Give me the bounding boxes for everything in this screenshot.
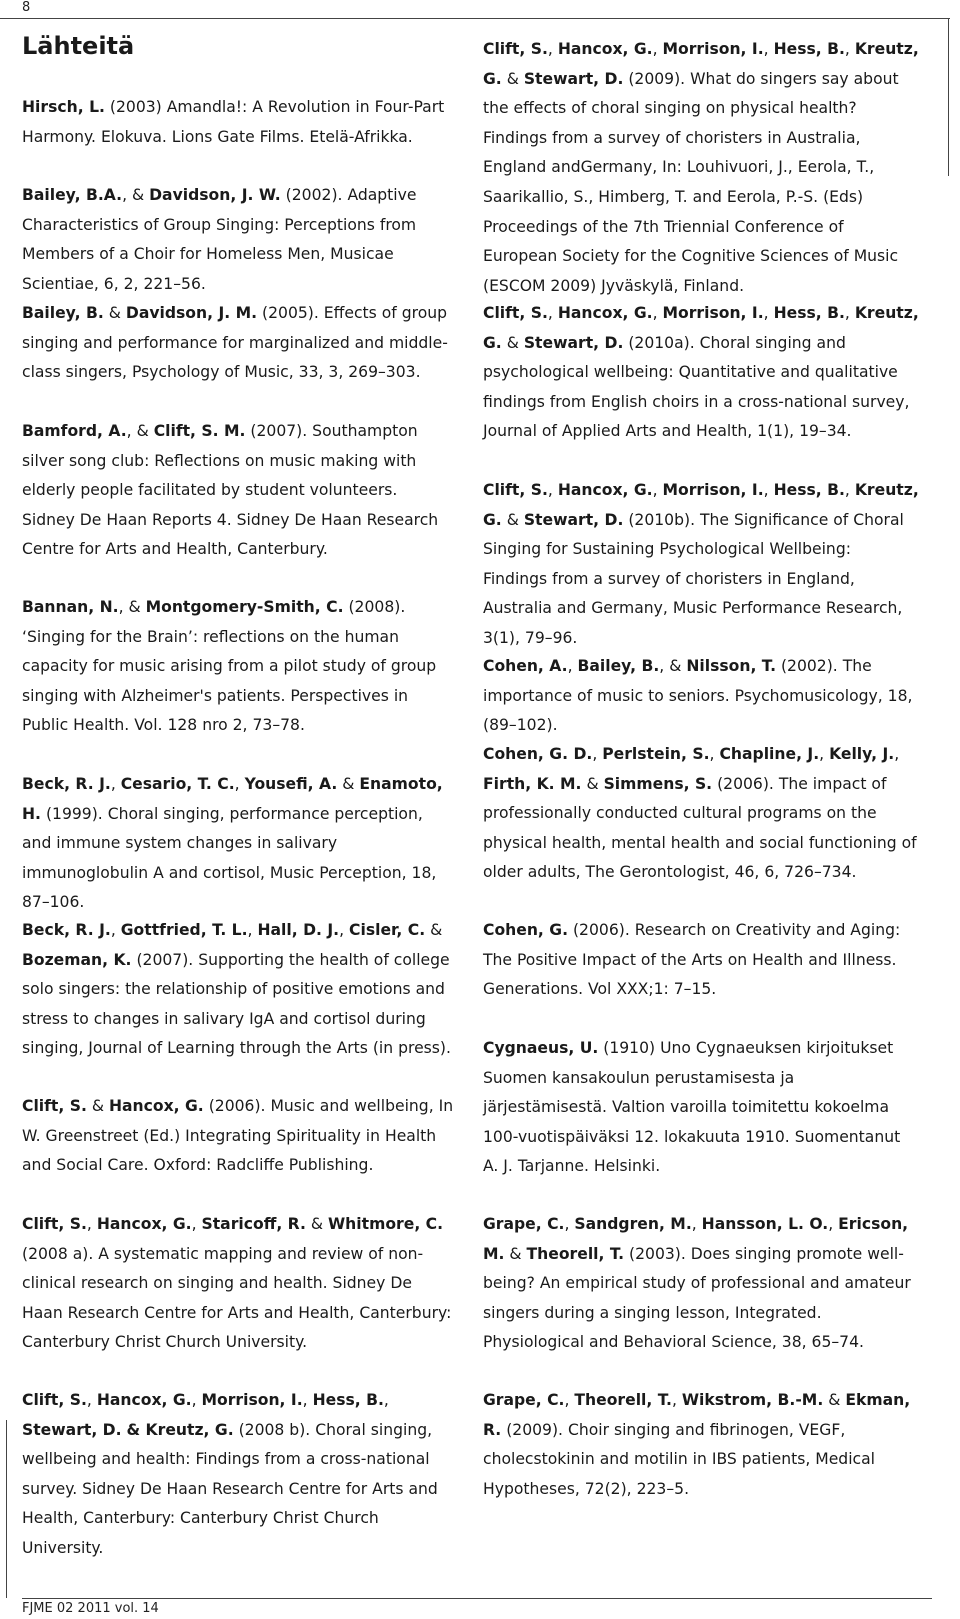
reference-author: Stewart, D. [523, 69, 624, 88]
reference-text: , [844, 40, 855, 58]
reference-author: Clift, S. [483, 481, 548, 499]
reference-author: Kreutz, G. [483, 40, 919, 88]
reference-text: , [592, 745, 603, 763]
reference-text: , [110, 775, 121, 793]
reference-text: , [339, 921, 350, 939]
reference-author: Morrison, I. [201, 1391, 303, 1409]
reference-text: & [305, 1215, 328, 1233]
reference-clift-2010a [483, 299, 919, 447]
reference-bannan [22, 593, 454, 741]
reference-text: , [247, 921, 258, 939]
reference-author: Hirsch, L. [22, 98, 105, 116]
reference-text: & [823, 1391, 846, 1409]
reference-author: Hess, B. [773, 304, 845, 322]
reference-text: , [86, 1391, 97, 1409]
reference-author: Hancox, G. [557, 40, 653, 58]
reference-author: Hall, D. J. [257, 921, 340, 939]
reference-text: & [337, 775, 360, 793]
reference-author: Bailey, B.A. [22, 186, 123, 204]
reference-text: (1910) Uno Cygnaeuksen kirjoitukset Suomen kansakoulun perustamisesta ja järjestämisestä. Valtion varoilla toimitettu kokoelma 100-vuotispäiväksi 12. lokakuuta 1910. Suomentanut A. J. Tarjanne. Helsinki. [483, 1039, 901, 1176]
reference-author: Ekman, R. [483, 1391, 911, 1439]
reference-text: , [564, 1215, 575, 1233]
reference-author: Bozeman, K. [22, 950, 132, 969]
reference-author: Cesario, T. C. [120, 775, 235, 793]
reference-author: Clift, S. [483, 40, 548, 58]
reference-author: Morrison, I. [662, 40, 764, 58]
reference-text: , [191, 1215, 202, 1233]
reference-text: , [567, 657, 578, 675]
reference-author: Clift, S. [483, 304, 548, 322]
reference-cygnaeus [483, 1034, 919, 1182]
reference-clift-2009 [483, 35, 919, 301]
reference-author: Hansson, L. O. [701, 1215, 829, 1233]
reference-text: & [425, 921, 443, 939]
reference-author: Davidson, J. W. [149, 186, 281, 204]
references-heading: Lähteitä [22, 32, 135, 60]
reference-clift-2008a [22, 1210, 454, 1358]
right-rule [948, 18, 949, 176]
reference-beck-2007 [22, 916, 454, 1064]
bottom-rule [22, 1598, 932, 1599]
reference-text: & [581, 774, 604, 793]
reference-author: Morrison, I. [662, 304, 764, 322]
reference-author: Cohen, A. [483, 657, 568, 675]
reference-text: , [302, 1391, 313, 1409]
reference-author: Cygnaeus, U. [483, 1039, 599, 1057]
top-rule [0, 18, 950, 19]
reference-text: , [547, 481, 558, 499]
reference-author: Hess, B. [773, 481, 845, 499]
reference-author: Perlstein, S. [602, 745, 710, 763]
reference-author: Beck, R. J. [22, 921, 111, 939]
reference-author: Wikstrom, B.-M. [681, 1391, 824, 1409]
reference-hirsch [22, 93, 454, 152]
journal-footer: FJME 02 2011 vol. 14 [22, 1601, 159, 1616]
reference-author: Bannan, N. [22, 598, 119, 616]
reference-text: (2008 a). A systematic mapping and review of non-clinical research on singing and health. Sidney De Haan Research Centre for Arts and Health, Canterbury: Canterbury Christ Church University. [22, 1244, 452, 1352]
reference-text: (2010a). Choral singing and psychological wellbeing: Quantitative and qualitative findings from English choirs in a cross-national survey, Journal of Applied Arts and Health, 1(1), 19–34. [483, 333, 910, 441]
reference-text: , [763, 481, 774, 499]
reference-text: (1999). Choral singing, performance perception, and immune system changes in salivary immunoglobulin A and cortisol, Music Perception, 18, 87–106. [22, 804, 437, 912]
reference-text: (2006). The impact of professionally conducted cultural programs on the physical health, mental health and social functioning of older adults, The Gerontologist, 46, 6, 726–734. [483, 774, 917, 882]
reference-bailey-2005 [22, 299, 454, 388]
reference-author: Montgomery-Smith, C. [145, 598, 344, 616]
reference-text: , [564, 1391, 575, 1409]
left-margin-rule [6, 1420, 7, 1598]
reference-author: Davidson, J. M. [125, 304, 258, 322]
reference-text: (2008 b). Choral singing, wellbeing and health: Findings from a cross-national survey. Sidney De Haan Research Centre for Arts and Health, Canterbury: Canterbury Christ Church University. [22, 1420, 438, 1557]
reference-author: Clift, S. [22, 1391, 87, 1409]
page-number: 8 [22, 0, 31, 15]
reference-text: , [547, 304, 558, 322]
reference-text: (2003). Does singing promote well-being? An empirical study of professional and amateur singers during a singing lesson, Integrated. Physiological and Behavioral Science, 38, 65–74. [483, 1244, 911, 1352]
reference-author: Hess, B. [773, 40, 845, 58]
reference-text: (2006). Music and wellbeing, In W. Greenstreet (Ed.) Integrating Spirituality in Health and Social Care. Oxford: Radcliffe Publishing. [22, 1097, 454, 1175]
reference-grape-2003 [483, 1210, 919, 1358]
reference-author: Theorell, T. [574, 1391, 672, 1409]
reference-author: Simmens, S. [603, 774, 713, 793]
reference-author: Grape, C. [483, 1391, 565, 1409]
reference-text: (2003) Amandla!: A Revolution in Four-Part Harmony. Elokuva. Lions Gate Films. Etelä-Afrikka. [22, 98, 445, 146]
reference-author: Hancox, G. [557, 481, 653, 499]
reference-text: (2009). What do singers say about the effects of choral singing on physical health? Findings from a survey of choristers in Australia, England andGermany, In: Louhivuori, J., Eerola, T., Saarikallio, S., Himberg, T. and Eerola, P.-S. (Eds) Proceedings of the 7th Triennial Conference of European Society for the Cognitive Sciences of Music (ESCOM 2009) Jyväskylä, Finland. [483, 69, 899, 295]
reference-cohen-2006a [483, 740, 919, 888]
reference-text: & [103, 304, 126, 322]
reference-text: (2005). Effects of group singing and performance for marginalized and middle-class singers, Psychology of Music, 33, 3, 269–303. [22, 304, 448, 382]
reference-author: Gottfried, T. L. [120, 921, 248, 939]
reference-bamford [22, 417, 454, 565]
reference-text: (2007). Supporting the health of college solo singers: the relationship of positive emotions and stress to changes in salivary IgA and cortisol during singing, Journal of Learning through the Arts (in press). [22, 950, 451, 1058]
reference-text: , [709, 745, 720, 763]
reference-author: Hancox, G. [96, 1391, 192, 1409]
reference-text: (2008). ‘Singing for the Brain’: reflections on the human capacity for music arising from a pilot study of group singing with Alzheimer's patients. Perspectives in Public Health. Vol. 128 nro 2, 73–78. [22, 598, 437, 735]
reference-text: , [844, 304, 855, 322]
reference-author: Sandgren, M. [574, 1215, 692, 1233]
reference-text: , & [118, 598, 146, 616]
reference-author: Theorell, T. [526, 1244, 625, 1263]
reference-author: Grape, C. [483, 1215, 565, 1233]
reference-author: Stewart, D. [523, 510, 624, 529]
reference-bailey-2002 [22, 181, 454, 299]
reference-text: (2006). Research on Creativity and Aging: The Positive Impact of the Arts on Health and Illness. Generations. Vol XXX;1: 7–15. [483, 921, 901, 999]
reference-author: Hess, B. [312, 1391, 384, 1409]
reference-text: , [652, 304, 663, 322]
reference-text: & [504, 1244, 527, 1263]
reference-text: & [501, 333, 524, 352]
reference-author: Firth, K. M. [483, 774, 582, 793]
reference-text: (2010b). The Significance of Choral Singing for Sustaining Psychological Wellbeing: Findings from a survey of choristers in England, Australia and Germany, Music Performance Research, 3(1), 79–96. [483, 510, 904, 647]
reference-text: , [86, 1215, 97, 1233]
reference-author: Staricoff, R. [201, 1215, 306, 1233]
reference-author: Clift, S. [22, 1097, 87, 1115]
reference-text: (2009). Choir singing and fibrinogen, VEGF, cholecstokinin and motilin in IBS patients, Medical Hypotheses, 72(2), 223–5. [483, 1420, 875, 1498]
reference-text: (2002). The importance of music to seniors. Psychomusicology, 18, (89–102). [483, 657, 913, 735]
reference-text: , [844, 481, 855, 499]
reference-text: , [691, 1215, 702, 1233]
reference-text: , [383, 1391, 389, 1409]
reference-text: , [828, 1215, 839, 1233]
reference-author: Clift, S. M. [153, 422, 246, 440]
reference-text: , [763, 40, 774, 58]
reference-text: , [763, 304, 774, 322]
reference-text: , [234, 775, 245, 793]
reference-text: , [110, 921, 121, 939]
reference-text: , [652, 481, 663, 499]
reference-author: Stewart, D. [523, 333, 624, 352]
reference-author: Bamford, A. [22, 422, 127, 440]
reference-author: Cisler, C. [349, 921, 426, 939]
reference-author: Chapline, J. [719, 745, 820, 763]
reference-text: (2002). Adaptive Characteristics of Group Singing: Perceptions from Members of a Choir for Homeless Men, Musicae Scientiae, 6, 2, 221–56. [22, 186, 417, 293]
reference-text: , [894, 745, 900, 763]
reference-author: Hancox, G. [96, 1215, 192, 1233]
reference-author: Clift, S. [22, 1215, 87, 1233]
reference-text: & [501, 510, 524, 529]
reference-cohen-2006b [483, 916, 919, 1005]
reference-grape-2009 [483, 1386, 919, 1504]
reference-author: Morrison, I. [662, 481, 764, 499]
reference-author: Ericson, M. [483, 1215, 909, 1263]
reference-author: & Kreutz, G. [126, 1420, 234, 1439]
reference-author: Yousefi, A. [244, 775, 338, 793]
reference-text: & [501, 69, 524, 88]
reference-author: Beck, R. J. [22, 775, 111, 793]
reference-clift-2010b [483, 476, 919, 654]
reference-text: , [191, 1391, 202, 1409]
reference-author: Hancox, G. [108, 1097, 204, 1115]
reference-author: Whitmore, C. [327, 1215, 444, 1233]
reference-clift-2006 [22, 1092, 454, 1181]
reference-author: Enamoto, H. [22, 775, 443, 823]
reference-author: Bailey, B. [577, 657, 660, 675]
reference-author: Cohen, G. D. [483, 745, 593, 763]
reference-author: Kelly, J. [829, 745, 895, 763]
reference-text: (2007). Southampton silver song club: Reflections on music making with elderly people facilitated by student volunteers. Sidney De Haan Reports 4. Sidney De Haan Research Centre for Arts and Health, Canterbury. [22, 422, 439, 559]
reference-text: , & [122, 186, 150, 204]
reference-text: , & [126, 422, 154, 440]
reference-text: , & [659, 657, 687, 675]
reference-author: Nilsson, T. [686, 657, 776, 675]
reference-author: Hancox, G. [557, 304, 653, 322]
reference-author: Cohen, G. [483, 921, 569, 939]
reference-text: , [547, 40, 558, 58]
reference-author: Bailey, B. [22, 304, 104, 322]
reference-text: , [671, 1391, 682, 1409]
reference-cohen-2002 [483, 652, 919, 741]
reference-text: , [652, 40, 663, 58]
reference-beck-1999 [22, 770, 454, 918]
reference-text: & [86, 1097, 109, 1115]
reference-author: Kreutz, G. [483, 481, 919, 529]
reference-clift-2008b [22, 1386, 454, 1564]
reference-text: , [819, 745, 830, 763]
reference-author: Stewart, D. [22, 1420, 122, 1439]
reference-author: Kreutz, G. [483, 304, 919, 352]
